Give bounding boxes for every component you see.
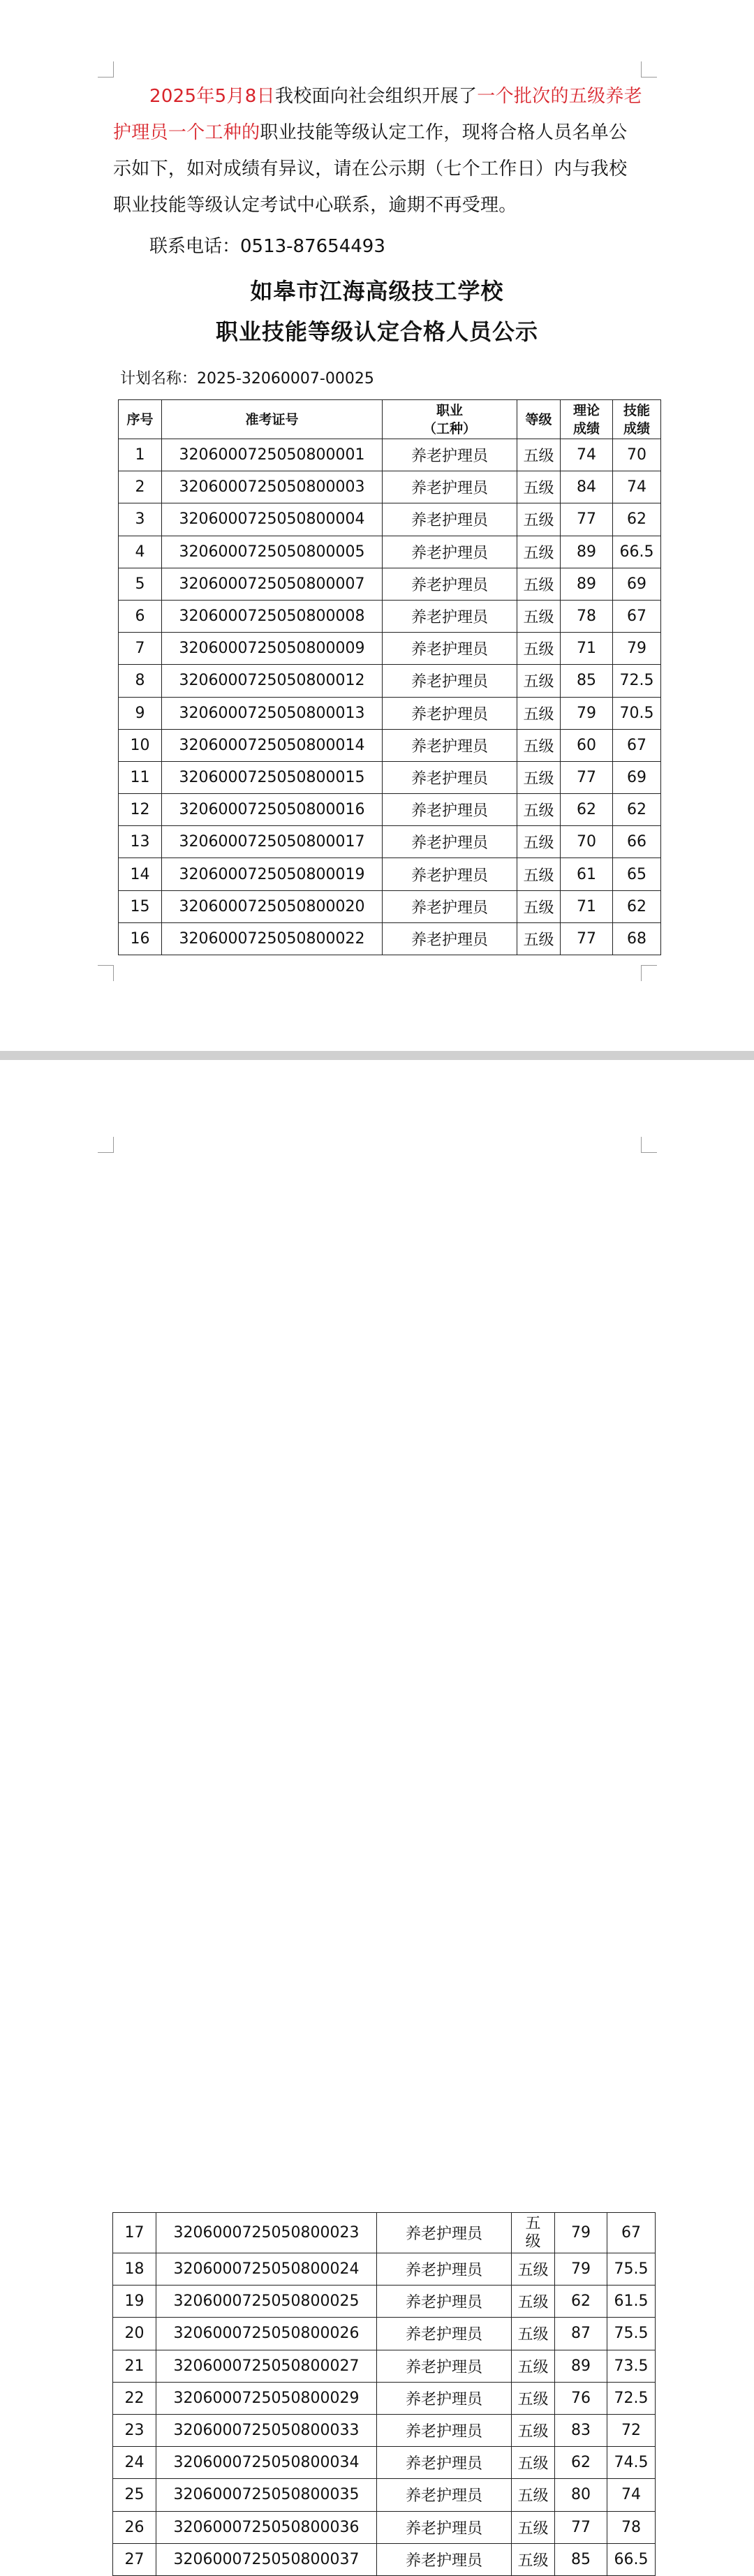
cell-seq: 7 <box>119 633 162 665</box>
document-page-2 <box>0 1060 754 2570</box>
intro-batch: 一个批次的五级养老护理员一个工种的 <box>113 86 642 143</box>
cell-theory: 60 <box>561 729 613 761</box>
header-theory-line1: 理论 <box>572 402 600 418</box>
cell-ticket: 3206000725050800009 <box>162 633 383 665</box>
cell-occupation: 养老护理员 <box>377 2511 512 2543</box>
cell-grade: 五级 <box>512 2286 555 2318</box>
contact-phone: 联系电话：0513-87654493 <box>149 236 385 257</box>
cell-theory: 61 <box>561 858 613 890</box>
cell-ticket: 3206000725050800001 <box>162 439 383 471</box>
page-title-notice: 职业技能等级认定合格人员公示 <box>215 318 538 345</box>
cell-grade: 五级 <box>517 600 561 632</box>
crop-mark <box>641 1137 657 1153</box>
cell-skill: 74.5 <box>607 2447 656 2479</box>
cell-skill: 78 <box>607 2511 656 2543</box>
cell-grade: 五级 <box>512 2382 555 2414</box>
cell-occupation: 养老护理员 <box>383 858 517 890</box>
cell-skill: 67 <box>607 2213 656 2253</box>
cell-seq: 26 <box>113 2511 156 2543</box>
cell-skill: 70.5 <box>613 697 661 729</box>
cell-seq: 13 <box>119 826 162 858</box>
cell-ticket: 3206000725050800005 <box>162 536 383 568</box>
cell-ticket: 3206000725050800015 <box>162 761 383 793</box>
cell-occupation: 养老护理员 <box>377 2382 512 2414</box>
crop-mark <box>98 1137 114 1153</box>
cell-skill: 66 <box>613 826 661 858</box>
cell-ticket: 3206000725050800034 <box>156 2447 377 2479</box>
cell-theory: 89 <box>555 2350 607 2382</box>
table-row <box>119 471 661 503</box>
cell-occupation: 养老护理员 <box>383 697 517 729</box>
cell-occupation: 养老护理员 <box>383 922 517 955</box>
cell-skill: 66.5 <box>607 2543 656 2575</box>
cell-ticket: 3206000725050800014 <box>162 729 383 761</box>
header-seq: 序号 <box>119 400 162 439</box>
cell-ticket: 3206000725050800035 <box>156 2479 377 2511</box>
cell-seq: 6 <box>119 600 162 632</box>
cell-seq: 22 <box>113 2382 156 2414</box>
cell-grade: 五级 <box>517 890 561 922</box>
cell-theory: 79 <box>555 2253 607 2286</box>
cell-grade: 五级 <box>517 922 561 955</box>
cell-occupation: 养老护理员 <box>383 600 517 632</box>
cell-grade: 五级 <box>512 2447 555 2479</box>
table-row <box>119 794 661 826</box>
cell-theory: 85 <box>561 665 613 697</box>
cell-grade: 五级 <box>512 2511 555 2543</box>
table-row <box>119 697 661 729</box>
crop-mark <box>641 965 657 981</box>
cell-theory: 89 <box>561 568 613 600</box>
cell-occupation: 养老护理员 <box>377 2253 512 2286</box>
table-row <box>113 2447 656 2479</box>
cell-grade: 五级 <box>517 858 561 890</box>
intro-date: 2025年5月8日 <box>149 86 275 107</box>
cell-grade: 五级 <box>517 826 561 858</box>
cell-skill: 65 <box>613 858 661 890</box>
cell-occupation: 养老护理员 <box>383 503 517 536</box>
cell-theory: 62 <box>555 2286 607 2318</box>
cell-occupation: 养老护理员 <box>377 2447 512 2479</box>
table-row <box>119 439 661 471</box>
cell-grade: 五级 <box>512 2253 555 2286</box>
cell-ticket: 3206000725050800029 <box>156 2382 377 2414</box>
cell-grade <box>512 2213 555 2253</box>
cell-theory: 70 <box>561 826 613 858</box>
cell-skill: 66.5 <box>613 536 661 568</box>
crop-mark <box>98 61 114 78</box>
cell-grade: 五级 <box>517 794 561 826</box>
cell-occupation: 养老护理员 <box>377 2213 512 2253</box>
cell-ticket: 3206000725050800020 <box>162 890 383 922</box>
cell-occupation: 养老护理员 <box>377 2350 512 2382</box>
cell-seq: 9 <box>119 697 162 729</box>
cell-skill: 74 <box>613 471 661 503</box>
cell-seq: 5 <box>119 568 162 600</box>
cell-skill: 75.5 <box>607 2253 656 2286</box>
table-row <box>119 665 661 697</box>
cell-grade: 五级 <box>517 439 561 471</box>
cell-theory: 71 <box>561 890 613 922</box>
cell-theory: 77 <box>555 2511 607 2543</box>
cell-seq: 15 <box>119 890 162 922</box>
cell-theory: 84 <box>561 471 613 503</box>
cell-seq: 18 <box>113 2253 156 2286</box>
cell-theory: 74 <box>561 439 613 471</box>
table-row <box>113 2414 656 2446</box>
header-skill-line2: 成绩 <box>623 420 650 436</box>
cell-occupation: 养老护理员 <box>383 665 517 697</box>
table-row <box>113 2286 656 2318</box>
cell-theory: 78 <box>561 600 613 632</box>
cell-occupation: 养老护理员 <box>383 890 517 922</box>
cell-theory: 80 <box>555 2479 607 2511</box>
cell-ticket: 3206000725050800037 <box>156 2543 377 2575</box>
cell-seq: 16 <box>119 922 162 955</box>
cell-ticket: 3206000725050800008 <box>162 600 383 632</box>
cell-theory: 62 <box>561 794 613 826</box>
cell-grade: 五级 <box>517 471 561 503</box>
cell-ticket: 3206000725050800004 <box>162 503 383 536</box>
cell-theory: 87 <box>555 2318 607 2350</box>
cell-seq: 4 <box>119 536 162 568</box>
cell-skill: 73.5 <box>607 2350 656 2382</box>
table-row <box>119 600 661 632</box>
header-skill <box>613 400 661 439</box>
cell-ticket: 3206000725050800003 <box>162 471 383 503</box>
cell-skill: 61.5 <box>607 2286 656 2318</box>
cell-occupation: 养老护理员 <box>383 826 517 858</box>
cell-occupation: 养老护理员 <box>377 2543 512 2575</box>
table-row <box>113 2318 656 2350</box>
crop-mark <box>98 965 114 981</box>
cell-skill: 75.5 <box>607 2318 656 2350</box>
cell-ticket: 3206000725050800007 <box>162 568 383 600</box>
cell-theory: 79 <box>555 2213 607 2253</box>
intro-paragraph <box>113 78 644 223</box>
header-occupation-line1: 职业 <box>436 402 463 418</box>
cell-theory: 79 <box>561 697 613 729</box>
cell-seq: 21 <box>113 2350 156 2382</box>
cell-occupation: 养老护理员 <box>383 729 517 761</box>
cell-skill: 68 <box>613 922 661 955</box>
table-row <box>119 858 661 890</box>
table-row <box>119 729 661 761</box>
cell-ticket: 3206000725050800019 <box>162 858 383 890</box>
cell-grade: 五级 <box>517 761 561 793</box>
cell-grade: 五级 <box>512 2414 555 2446</box>
cell-ticket: 3206000725050800025 <box>156 2286 377 2318</box>
cell-seq: 19 <box>113 2286 156 2318</box>
table-row <box>113 2350 656 2382</box>
table-row <box>119 761 661 793</box>
cell-occupation: 养老护理员 <box>383 633 517 665</box>
cell-ticket: 3206000725050800036 <box>156 2511 377 2543</box>
cell-skill: 62 <box>613 890 661 922</box>
header-occupation-line2: （工种） <box>422 420 476 436</box>
cell-seq: 27 <box>113 2543 156 2575</box>
cell-grade: 五级 <box>512 2543 555 2575</box>
table-row <box>113 2253 656 2286</box>
cell-skill: 74 <box>607 2479 656 2511</box>
cell-skill: 62 <box>613 503 661 536</box>
cell-ticket: 3206000725050800027 <box>156 2350 377 2382</box>
results-table <box>118 399 661 955</box>
cell-theory: 89 <box>561 536 613 568</box>
cell-occupation: 养老护理员 <box>377 2318 512 2350</box>
table-row <box>113 2543 656 2575</box>
cell-occupation: 养老护理员 <box>383 536 517 568</box>
cell-theory: 77 <box>561 761 613 793</box>
cell-ticket: 3206000725050800026 <box>156 2318 377 2350</box>
table-row <box>119 633 661 665</box>
header-grade: 等级 <box>517 400 561 439</box>
cell-seq: 3 <box>119 503 162 536</box>
cell-grade: 五级 <box>517 568 561 600</box>
header-ticket: 准考证号 <box>162 400 383 439</box>
cell-theory: 85 <box>555 2543 607 2575</box>
cell-skill: 72.5 <box>607 2382 656 2414</box>
cell-grade: 五级 <box>517 503 561 536</box>
cell-seq: 1 <box>119 439 162 471</box>
cell-grade: 五级 <box>517 665 561 697</box>
cell-seq: 2 <box>119 471 162 503</box>
table-row <box>119 503 661 536</box>
cell-occupation: 养老护理员 <box>377 2286 512 2318</box>
cell-skill: 72.5 <box>613 665 661 697</box>
cell-ticket: 3206000725050800017 <box>162 826 383 858</box>
plan-name: 计划名称：2025-32060007-00025 <box>120 370 374 388</box>
cell-grade: 五级 <box>512 2350 555 2382</box>
header-skill-line1: 技能 <box>623 402 650 418</box>
cell-grade: 五级 <box>517 536 561 568</box>
cell-skill: 67 <box>613 729 661 761</box>
cell-ticket: 3206000725050800012 <box>162 665 383 697</box>
intro-text-1: 我校面向社会组织开展了 <box>274 86 478 107</box>
cell-occupation: 养老护理员 <box>377 2414 512 2446</box>
table-row <box>113 2511 656 2543</box>
cell-theory: 71 <box>561 633 613 665</box>
cell-ticket: 3206000725050800022 <box>162 922 383 955</box>
table-row <box>119 826 661 858</box>
cell-occupation: 养老护理员 <box>383 568 517 600</box>
cell-occupation: 养老护理员 <box>383 439 517 471</box>
cell-ticket: 3206000725050800023 <box>156 2213 377 2253</box>
table-header-row <box>119 400 661 439</box>
table-row <box>113 2213 656 2253</box>
cell-skill: 72 <box>607 2414 656 2446</box>
cell-ticket: 3206000725050800024 <box>156 2253 377 2286</box>
table-row <box>113 2382 656 2414</box>
cell-grade: 五级 <box>517 633 561 665</box>
cell-skill: 69 <box>613 761 661 793</box>
cell-occupation: 养老护理员 <box>383 794 517 826</box>
cell-theory: 62 <box>555 2447 607 2479</box>
cell-theory: 77 <box>561 922 613 955</box>
cell-theory: 77 <box>561 503 613 536</box>
cell-seq: 14 <box>119 858 162 890</box>
cell-skill: 67 <box>613 600 661 632</box>
table-row <box>119 922 661 955</box>
cell-seq: 17 <box>113 2213 156 2253</box>
cell-theory: 76 <box>555 2382 607 2414</box>
cell-seq: 10 <box>119 729 162 761</box>
cell-ticket: 3206000725050800013 <box>162 697 383 729</box>
page-title-school: 如皋市江海高级技工学校 <box>250 278 504 304</box>
cell-seq: 23 <box>113 2414 156 2446</box>
table-row <box>113 2479 656 2511</box>
cell-seq: 20 <box>113 2318 156 2350</box>
header-theory <box>561 400 613 439</box>
table-row <box>119 536 661 568</box>
header-theory-line2: 成绩 <box>572 420 600 436</box>
header-occupation <box>383 400 517 439</box>
results-table-continued <box>112 2212 656 2576</box>
cell-occupation: 养老护理员 <box>377 2479 512 2511</box>
cell-grade: 五级 <box>517 729 561 761</box>
crop-mark <box>641 61 657 78</box>
table-row <box>119 890 661 922</box>
cell-seq: 25 <box>113 2479 156 2511</box>
cell-seq: 12 <box>119 794 162 826</box>
page-separator <box>0 1051 754 1060</box>
cell-seq: 8 <box>119 665 162 697</box>
cell-occupation: 养老护理员 <box>383 471 517 503</box>
cell-skill: 70 <box>613 439 661 471</box>
cell-grade: 五级 <box>512 2318 555 2350</box>
cell-theory: 83 <box>555 2414 607 2446</box>
document-page-1 <box>0 0 754 1051</box>
cell-grade-text: 五级 <box>525 2214 541 2251</box>
cell-ticket: 3206000725050800016 <box>162 794 383 826</box>
cell-grade: 五级 <box>517 697 561 729</box>
cell-skill: 69 <box>613 568 661 600</box>
intro-text-2: 职业技能等级认定工作，现将合格人员名单公示如下，如对成绩有异议，请在公示期（七个工作日）内与我校职业技能等级认定考试中心联系，逾期不再受理。 <box>113 122 628 216</box>
cell-skill: 79 <box>613 633 661 665</box>
cell-grade: 五级 <box>512 2479 555 2511</box>
cell-skill: 62 <box>613 794 661 826</box>
cell-occupation: 养老护理员 <box>383 761 517 793</box>
cell-seq: 24 <box>113 2447 156 2479</box>
cell-seq: 11 <box>119 761 162 793</box>
table-row <box>119 568 661 600</box>
cell-ticket: 3206000725050800033 <box>156 2414 377 2446</box>
